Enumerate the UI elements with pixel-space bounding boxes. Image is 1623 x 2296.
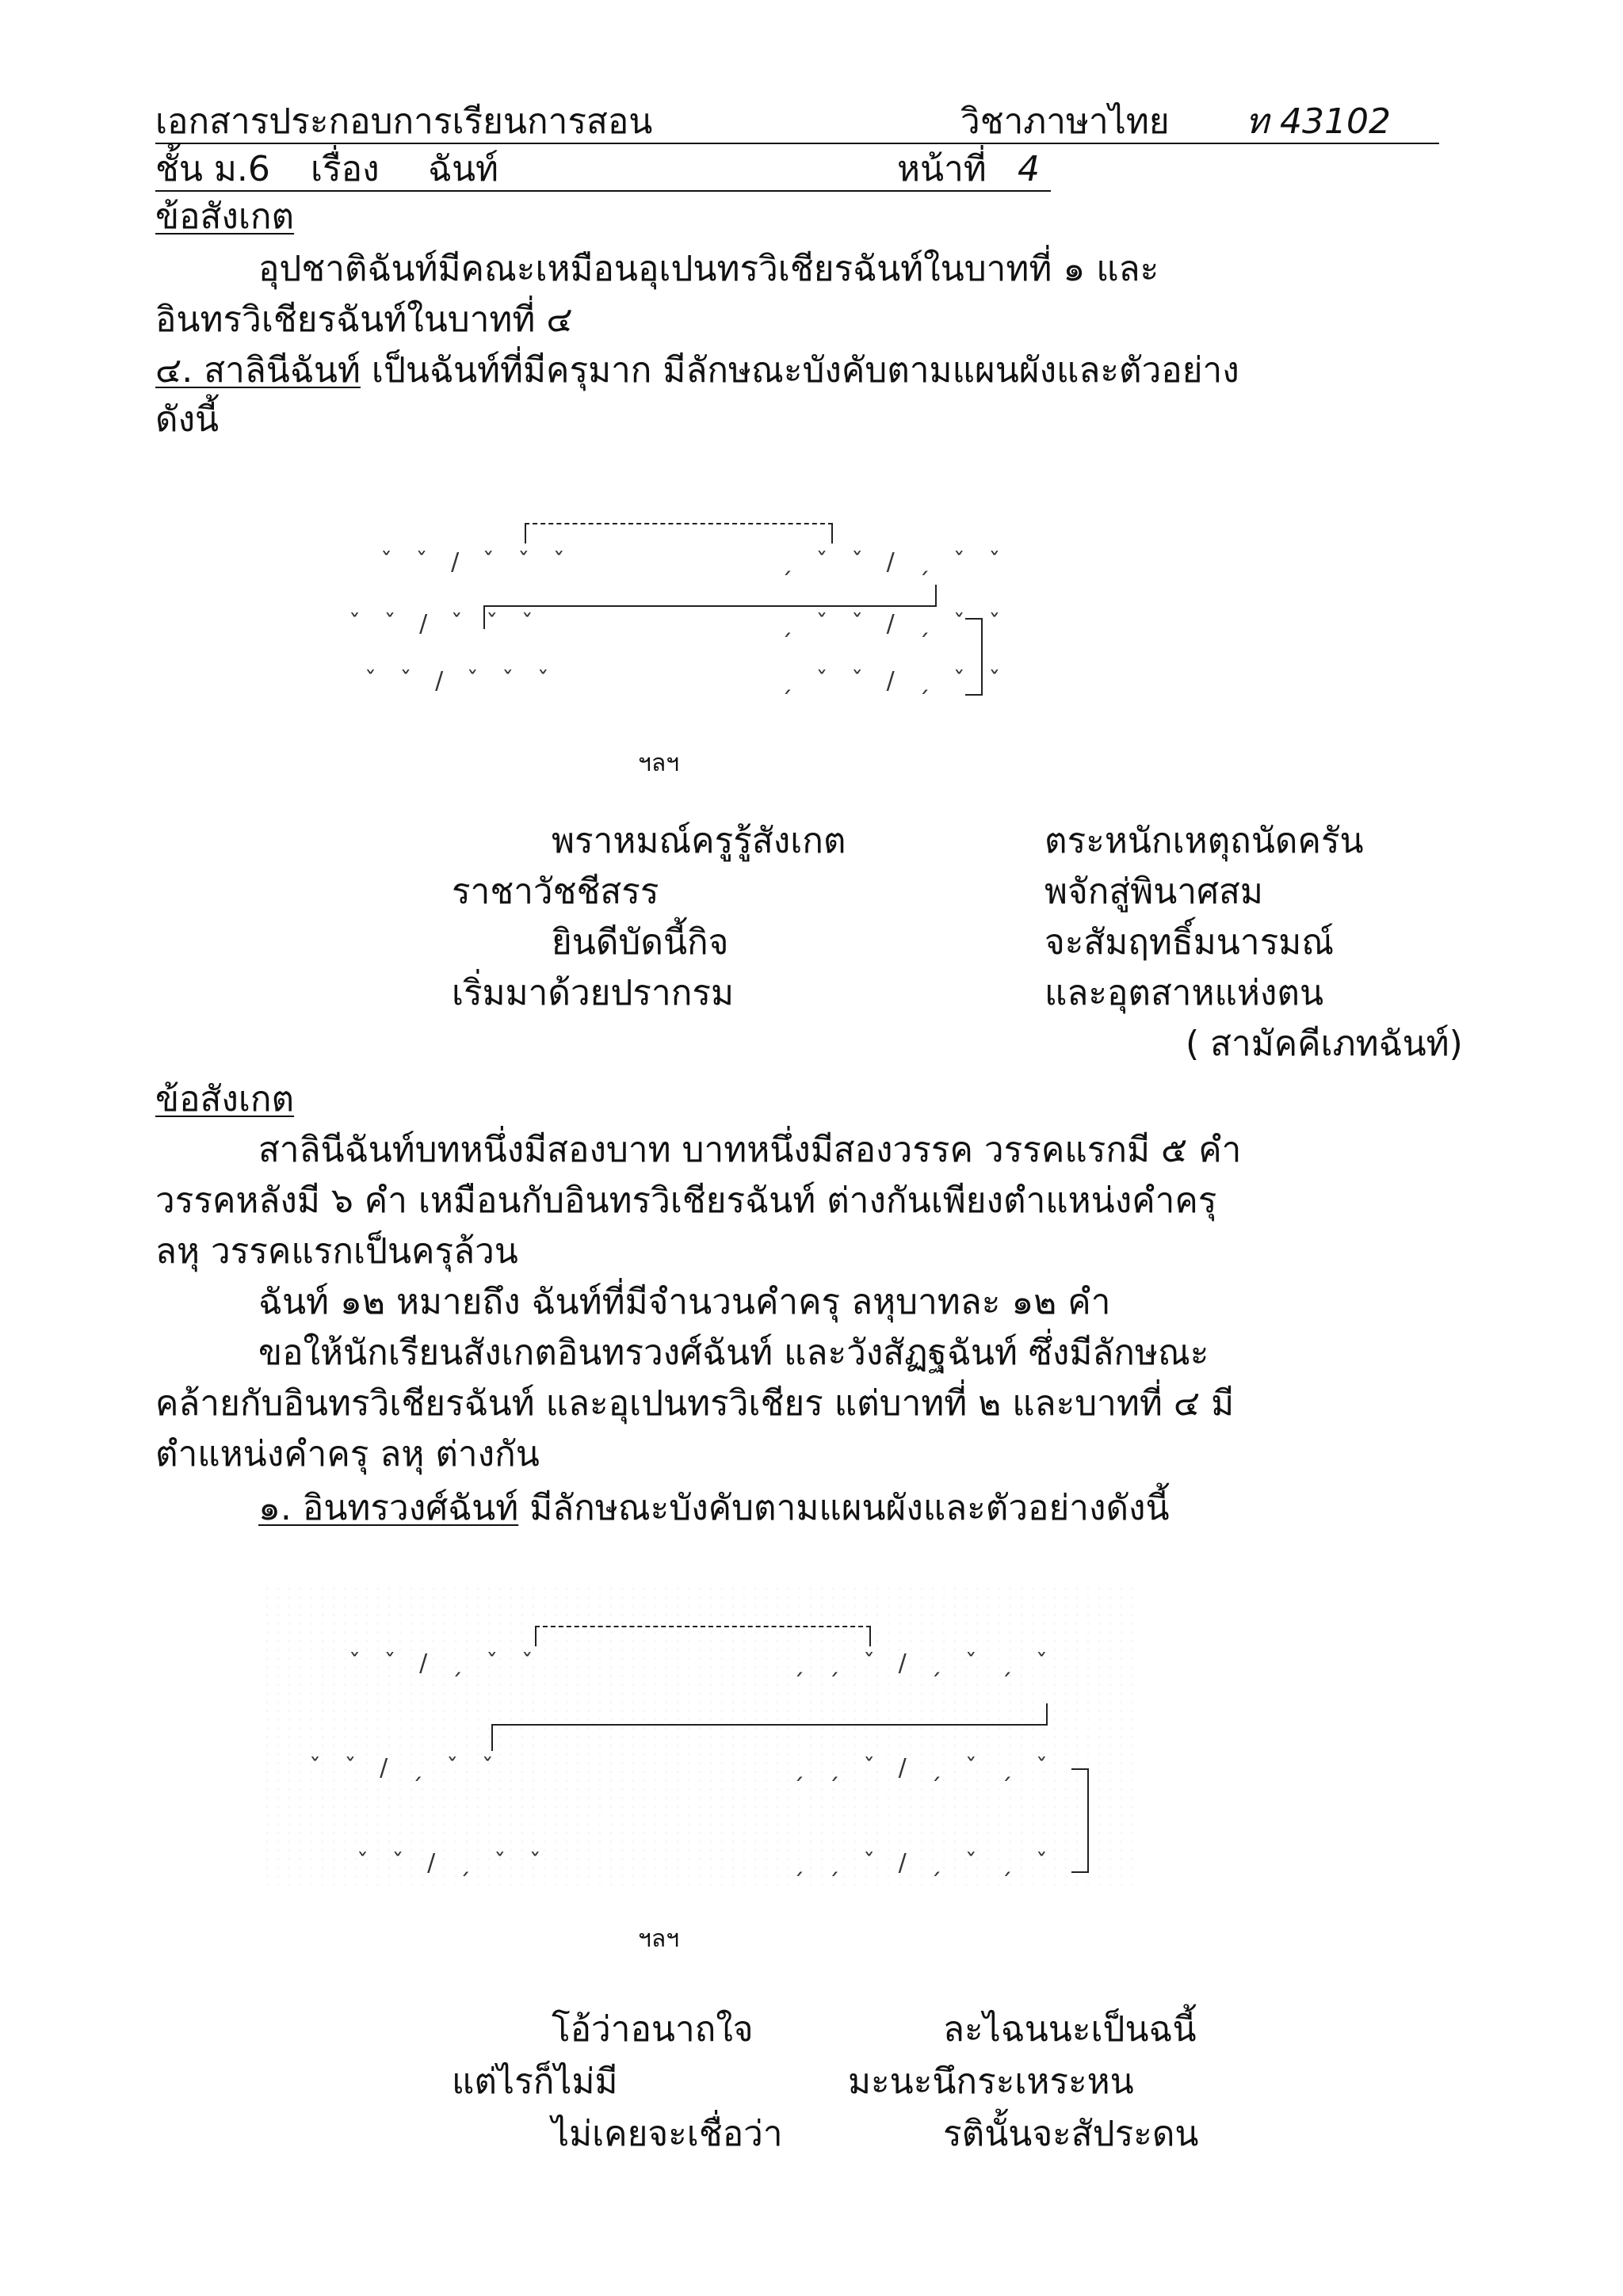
scheme-1-row-3-second: ˏ ˇ ˇ / ˏ ˇ ˇ [781, 667, 1009, 695]
header-rule-1 [155, 143, 1439, 144]
rhyme-link-bracket [1071, 1768, 1089, 1873]
poem-1-line-2-first: ราชาวัชชีสรร [452, 871, 659, 912]
observation-heading-2: ข้อสังเกต [155, 1079, 295, 1119]
header-grade: ชั้น ม.6 [155, 149, 270, 189]
scheme-1-row-1-first: ˇ ˇ / ˇ ˇ ˇ [380, 548, 573, 576]
poem-1-source: ( สามัคคีเภทฉันท์) [1186, 1024, 1463, 1064]
section-1-description: มีลักษณะบังคับตามแผนผังและตัวอย่างดังนี้ [518, 1488, 1170, 1528]
scheme-1-row-2-second: ˏ ˇ ˇ / ˏ ˇ ˇ [781, 610, 1009, 638]
observation-2-line-2: วรรคหลังมี ๖ คำ เหมือนกับอินทรวิเชียรฉันท์ ต่างกันเพียงตำแหน่งคำครุ [155, 1180, 1217, 1221]
poem-1-line-1-second: ตระหนักเหตุถนัดครัน [1044, 821, 1364, 861]
section-4-description: เป็นฉันท์ที่มีครุมาก มีลักษณะบังคับตามแผนผังและตัวอย่าง [360, 350, 1239, 391]
poem-2-line-3-first: ไม่เคยจะเชื่อว่า [552, 2114, 783, 2154]
rhyme-link-bracket [535, 1626, 871, 1646]
section-4-title: ๔. สาลินีฉันท์ [155, 350, 361, 391]
rhyme-link-bracket [525, 523, 833, 543]
observation-2-line-3: ลหุ วรรคแรกเป็นครุล้วน [155, 1231, 518, 1272]
prosody-scheme-salini [317, 499, 1009, 761]
scheme-1-row-3-first: ˇ ˇ / ˇ ˇ ˇ [365, 667, 557, 695]
poem-1-line-4-second: และอุตสาหแห่งตน [1044, 973, 1324, 1013]
poem-1-line-4-first: เริ่มมาด้วยปรากรม [452, 973, 734, 1013]
header-course-code: ท 43102 [1246, 101, 1391, 142]
poem-2-line-3-second: รตินั้นจะสัประดน [943, 2114, 1199, 2154]
observation-2-line-4: ฉันท์ ๑๒ หมายถึง ฉันท์ที่มีจำนวนคำครุ ลหุบาทละ ๑๒ คำ [258, 1282, 1111, 1322]
section-1-line [258, 1488, 1170, 1528]
poem-1-line-2-second: พจักสู่พินาศสม [1044, 871, 1263, 912]
header-rule-2 [155, 190, 1051, 192]
scheme-2-row-2-second: ˏ ˏ ˇ / ˏ ˇ ˏ ˇ [792, 1754, 1056, 1782]
rhyme-link-bracket [483, 585, 937, 607]
section-4-description-cont: ดังนี้ [155, 399, 220, 440]
rhyme-link-bracket [491, 1703, 1048, 1726]
prosody-scheme-inthrawong [301, 1600, 1109, 1886]
header-doc-title: เอกสารประกอบการเรียนการสอน [155, 101, 653, 142]
observation-1-line-1: อุปชาติฉันท์มีคณะเหมือนอุเปนทรวิเชียรฉันท์ในบาทที่ ๑ และ [258, 249, 1159, 289]
rhyme-link-bracket [491, 1724, 493, 1751]
scheme-2-row-1-first: ˇ ˇ / ˏ ˇ ˇ [349, 1650, 541, 1677]
observation-heading-1: ข้อสังเกต [155, 196, 295, 237]
observation-2-line-6: คล้ายกับอินทรวิเชียรฉันท์ และอุเปนทรวิเชียร แต่บาทที่ ๒ และบาทที่ ๔ มี [155, 1383, 1235, 1424]
poem-2-line-2-second: มะนะนึกระเหระหน [848, 2061, 1134, 2102]
scheme-1-etc: ฯลฯ [638, 749, 680, 777]
scheme-2-etc: ฯลฯ [638, 1925, 680, 1953]
header-topic-label: เรื่อง [311, 149, 380, 189]
poem-2-line-1-second: ละไฉนนะเป็นฉนี้ [943, 2009, 1197, 2050]
scheme-2-row-2-first: ˇ ˇ / ˏ ˇ ˇ [309, 1754, 502, 1782]
scheme-1-row-1-second: ˏ ˇ ˇ / ˏ ˇ ˇ [781, 548, 1009, 576]
poem-1-line-1-first: พราหมณ์ครูรู้สังเกต [552, 821, 846, 861]
scheme-2-row-1-second: ˏ ˏ ˇ / ˏ ˇ ˏ ˇ [792, 1650, 1056, 1677]
header-page-number: 4 [1018, 149, 1040, 189]
poem-2-line-2-first: แต่ไรก็ไม่มี [452, 2061, 618, 2102]
section-1-title: ๑. อินทรวงศ์ฉันท์ [258, 1488, 519, 1528]
scheme-2-row-3-first: ˇ ˇ / ˏ ˇ ˇ [357, 1849, 549, 1877]
section-4-line [155, 350, 1239, 391]
observation-2-line-5: ขอให้นักเรียนสังเกตอินทรวงศ์ฉันท์ และวังสัฏฐฉันท์ ซึ่งมีลักษณะ [258, 1333, 1209, 1373]
observation-1-line-2: อินทรวิเชียรฉันท์ในบาทที่ ๔ [155, 299, 573, 340]
observation-2-line-1: สาลินีฉันท์บทหนึ่งมีสองบาท บาทหนึ่งมีสองวรรค วรรคแรกมี ๕ คำ [258, 1130, 1242, 1170]
scheme-1-row-2-first: ˇ ˇ / ˇ ˇ ˇ [349, 610, 541, 638]
observation-2-line-7: ตำแหน่งคำครุ ลหุ ต่างกัน [155, 1434, 540, 1474]
poem-1-line-3-second: จะสัมฤทธิ์มนารมณ์ [1044, 922, 1335, 963]
poem-2-line-1-first: โอ้ว่าอนาถใจ [552, 2009, 754, 2050]
header-page-label: หน้าที่ [897, 149, 987, 189]
header-subject: วิชาภาษาไทย [960, 101, 1170, 142]
scheme-2-row-3-second: ˏ ˏ ˇ / ˏ ˇ ˏ ˇ [792, 1849, 1056, 1877]
poem-1-line-3-first: ยินดีบัดนี้กิจ [552, 922, 729, 963]
header-topic: ฉันท์ [428, 149, 499, 189]
